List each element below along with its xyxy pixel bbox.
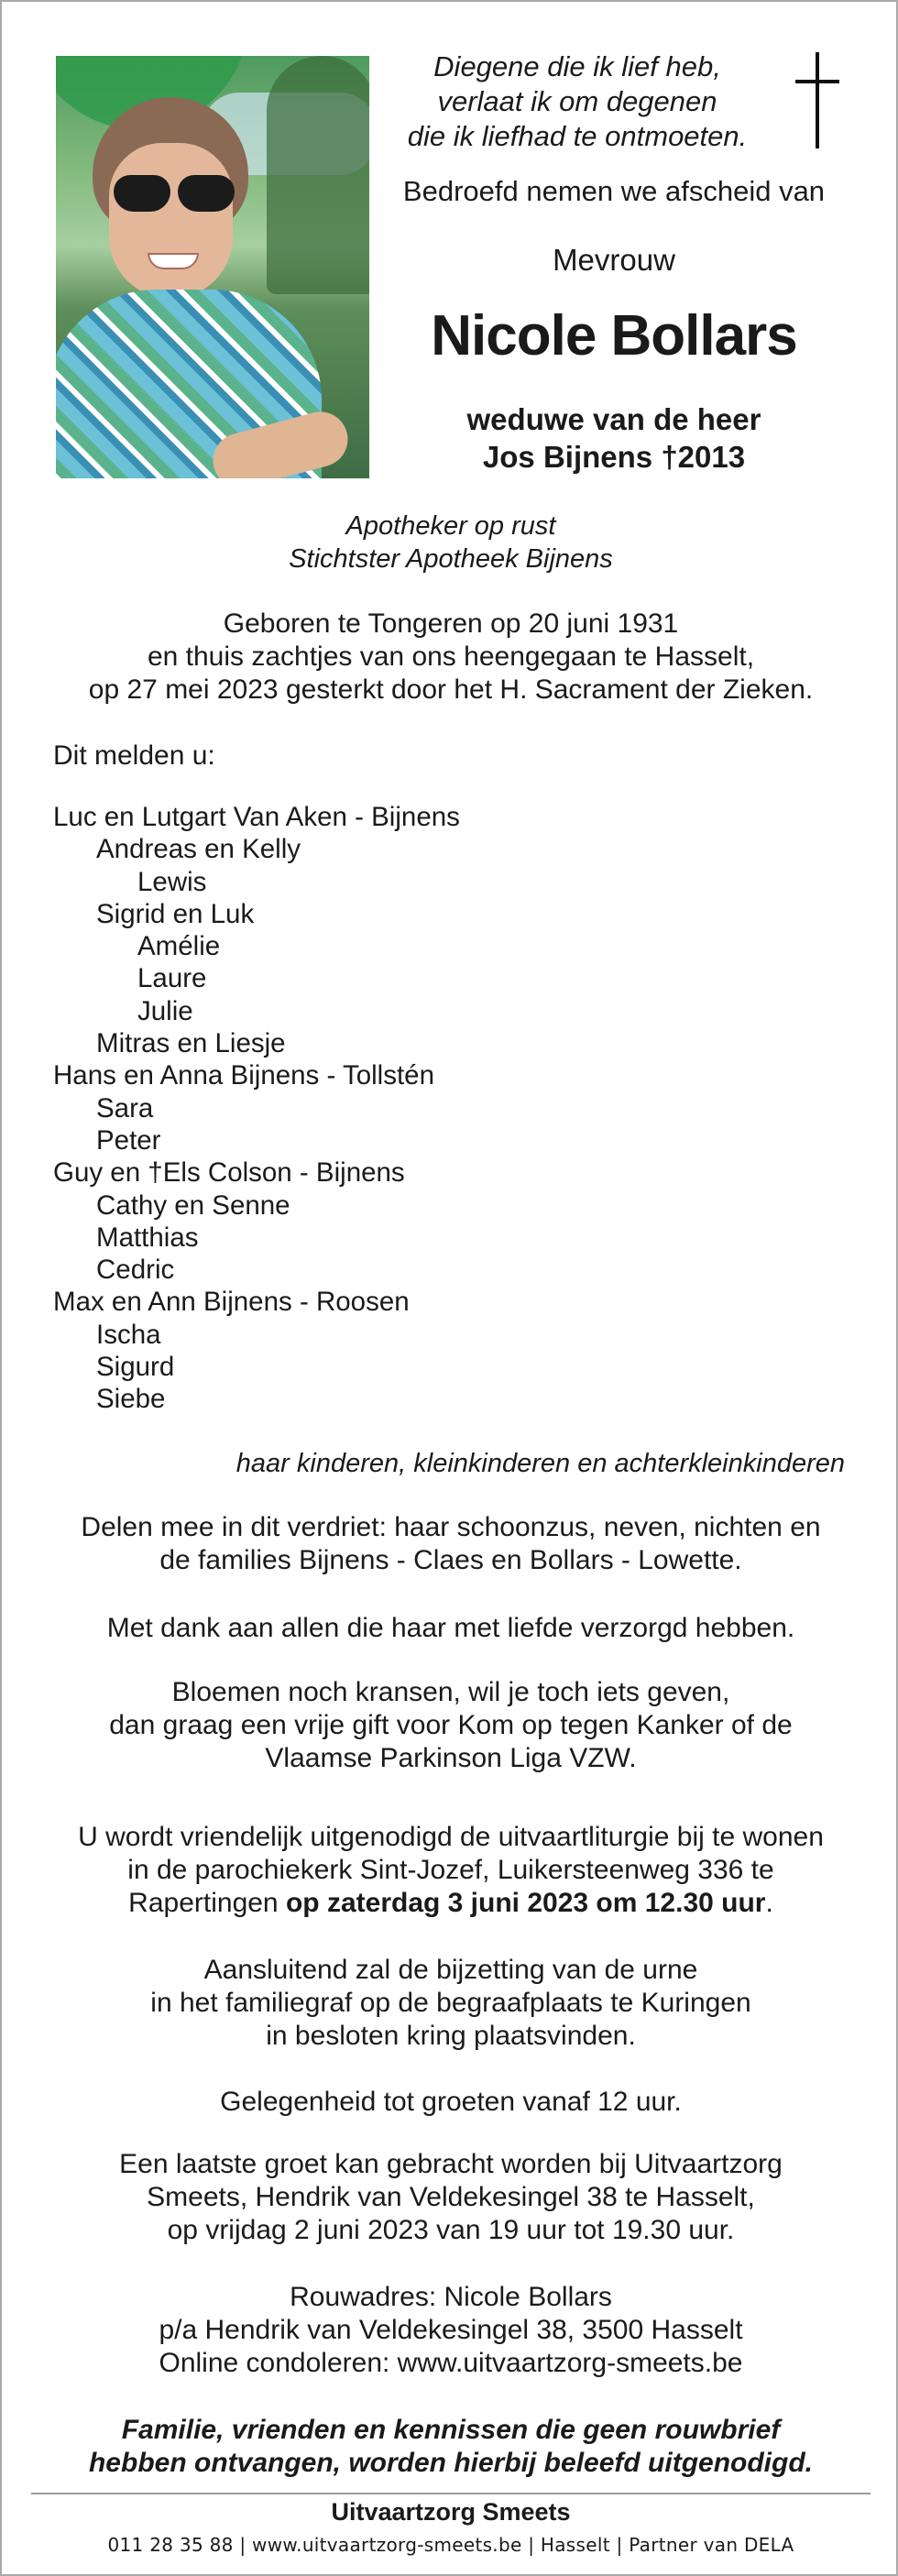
address-line: Online condoleren: www.uitvaartzorg-smeets.be bbox=[159, 2348, 743, 2378]
invite-line bbox=[2, 1887, 898, 1920]
quote-line: verlaat ik om degenen bbox=[437, 85, 717, 117]
quote-line: Diegene die ik lief heb, bbox=[433, 50, 721, 82]
family-member: Guy en †Els Colson - Bijnens bbox=[53, 1157, 405, 1189]
roles bbox=[2, 510, 898, 575]
funeral-invite bbox=[2, 1821, 898, 1920]
family-summary: haar kinderen, kleinkinderen en achterkleinkinderen bbox=[235, 1449, 845, 1478]
burial-line: Aansluitend zal de bijzetting van de urne bbox=[203, 1955, 698, 1985]
birth-death-text bbox=[2, 608, 898, 707]
family-member: Lewis bbox=[137, 866, 207, 897]
family-member: Andreas en Kelly bbox=[96, 834, 301, 865]
intro-text: Bedroefd nemen we afscheid van bbox=[402, 175, 826, 207]
family-member: Luc en Lutgart Van Aken - Bijnens bbox=[53, 802, 460, 832]
family-member: Ischa bbox=[96, 1319, 161, 1350]
birth-line: en thuis zachtjes van ons heengegaan te Hasselt, bbox=[147, 641, 755, 672]
last-greeting-line: op vrijdag 2 juni 2023 van 19 uur tot 19.30 uur. bbox=[167, 2215, 735, 2245]
latin-cross-icon bbox=[790, 52, 845, 148]
address-line: Rouwadres: Nicole Bollars bbox=[290, 2282, 612, 2312]
greeting-text: Gelegenheid tot groeten vanaf 12 uur. bbox=[220, 2087, 682, 2117]
family-member: Siebe bbox=[96, 1384, 166, 1415]
burial-line: in besloten kring plaatsvinden. bbox=[266, 2021, 636, 2051]
family-member: Sara bbox=[96, 1092, 154, 1124]
family-member: Julie bbox=[137, 995, 193, 1026]
last-greeting-line: Smeets, Hendrik van Veldekesingel 38 te Hasselt, bbox=[147, 2182, 755, 2212]
widow-of bbox=[376, 400, 852, 476]
family-member: Max en Ann Bijnens - Roosen bbox=[53, 1287, 410, 1318]
invite-line: U wordt vriendelijk uitgenodigd de uitvaartliturgie bij te wonen bbox=[78, 1822, 824, 1852]
closing-invitation bbox=[2, 2414, 898, 2480]
widow-line: weduwe van de heer bbox=[466, 402, 761, 436]
family-member: Mitras en Liesje bbox=[96, 1028, 286, 1059]
mourning-address bbox=[2, 2281, 898, 2380]
widow-line: Jos Bijnens †2013 bbox=[482, 440, 746, 474]
family-member: Hans en Anna Bijnens - Tollstén bbox=[53, 1060, 434, 1091]
memorial-quote bbox=[376, 49, 779, 154]
family-member: Cedric bbox=[96, 1255, 175, 1286]
quote-line: die ik liefhad te ontmoeten. bbox=[407, 120, 748, 152]
flowers-line: Bloemen noch kransen, wil je toch iets geven, bbox=[171, 1677, 730, 1707]
birth-line: Geboren te Tongeren op 20 juni 1931 bbox=[223, 608, 679, 639]
family-member: Laure bbox=[137, 963, 207, 994]
birth-line: op 27 mei 2023 gesterkt door het H. Sacrament der Zieken. bbox=[88, 674, 814, 705]
flowers-line: Vlaamse Parkinson Liga VZW. bbox=[265, 1743, 637, 1773]
role-line: Stichtster Apotheek Bijnens bbox=[289, 544, 613, 574]
burial-text bbox=[2, 1954, 898, 2053]
flowers-line: dan graag een vrije gift voor Kom op tegen Kanker of de bbox=[109, 1710, 793, 1740]
family-member: Sigurd bbox=[96, 1352, 175, 1383]
family-member: Cathy en Senne bbox=[96, 1189, 290, 1221]
last-greeting-text bbox=[2, 2148, 898, 2247]
role-line: Apotheker op rust bbox=[345, 511, 556, 541]
funeral-datetime: op zaterdag 3 juni 2023 om 12.30 uur bbox=[285, 1888, 766, 1918]
invite-suffix: . bbox=[765, 1888, 773, 1918]
address-line: p/a Hendrik van Veldekesingel 38, 3500 Hasselt bbox=[159, 2315, 743, 2345]
last-greeting-line: Een laatste groet kan gebracht worden bij Uitvaartzorg bbox=[119, 2149, 783, 2179]
family-list bbox=[53, 801, 841, 1416]
deceased-name: Nicole Bollars bbox=[431, 304, 797, 367]
footer-divider bbox=[31, 2493, 871, 2494]
funeral-home-contact: 011 28 35 88 | www.uitvaartzorg-smeets.be | Hasselt | Partner van DELA bbox=[107, 2534, 794, 2556]
family-member: Peter bbox=[96, 1124, 161, 1156]
dit-melden-label: Dit melden u: bbox=[53, 740, 215, 771]
funeral-home-name: Uitvaartzorg Smeets bbox=[331, 2498, 571, 2526]
closing-line: Familie, vrienden en kennissen die geen rouwbrief bbox=[121, 2415, 781, 2445]
family-member: Matthias bbox=[96, 1222, 199, 1253]
burial-line: in het familiegraf op de begraafplaats te Kuringen bbox=[150, 1988, 751, 2018]
share-line: Delen mee in dit verdriet: haar schoonzus, neven, nichten en bbox=[81, 1512, 821, 1542]
invite-line: in de parochiekerk Sint-Jozef, Luikersteenweg 336 te bbox=[127, 1855, 774, 1885]
closing-line: hebben ontvangen, worden hierbij beleefd uitgenodigd. bbox=[88, 2448, 814, 2478]
family-member: Sigrid en Luk bbox=[96, 898, 255, 929]
share-line: de families Bijnens - Claes en Bollars - Lowette. bbox=[159, 1545, 742, 1575]
thanks-text: Met dank aan allen die haar met liefde verzorgd hebben. bbox=[106, 1613, 795, 1643]
invite-prefix: Rapertingen bbox=[128, 1888, 286, 1918]
salutation: Mevrouw bbox=[553, 243, 675, 277]
portrait-photo bbox=[56, 56, 369, 478]
share-grief-text bbox=[2, 1511, 898, 1577]
flowers-text bbox=[2, 1676, 898, 1775]
family-member: Amélie bbox=[137, 931, 221, 962]
